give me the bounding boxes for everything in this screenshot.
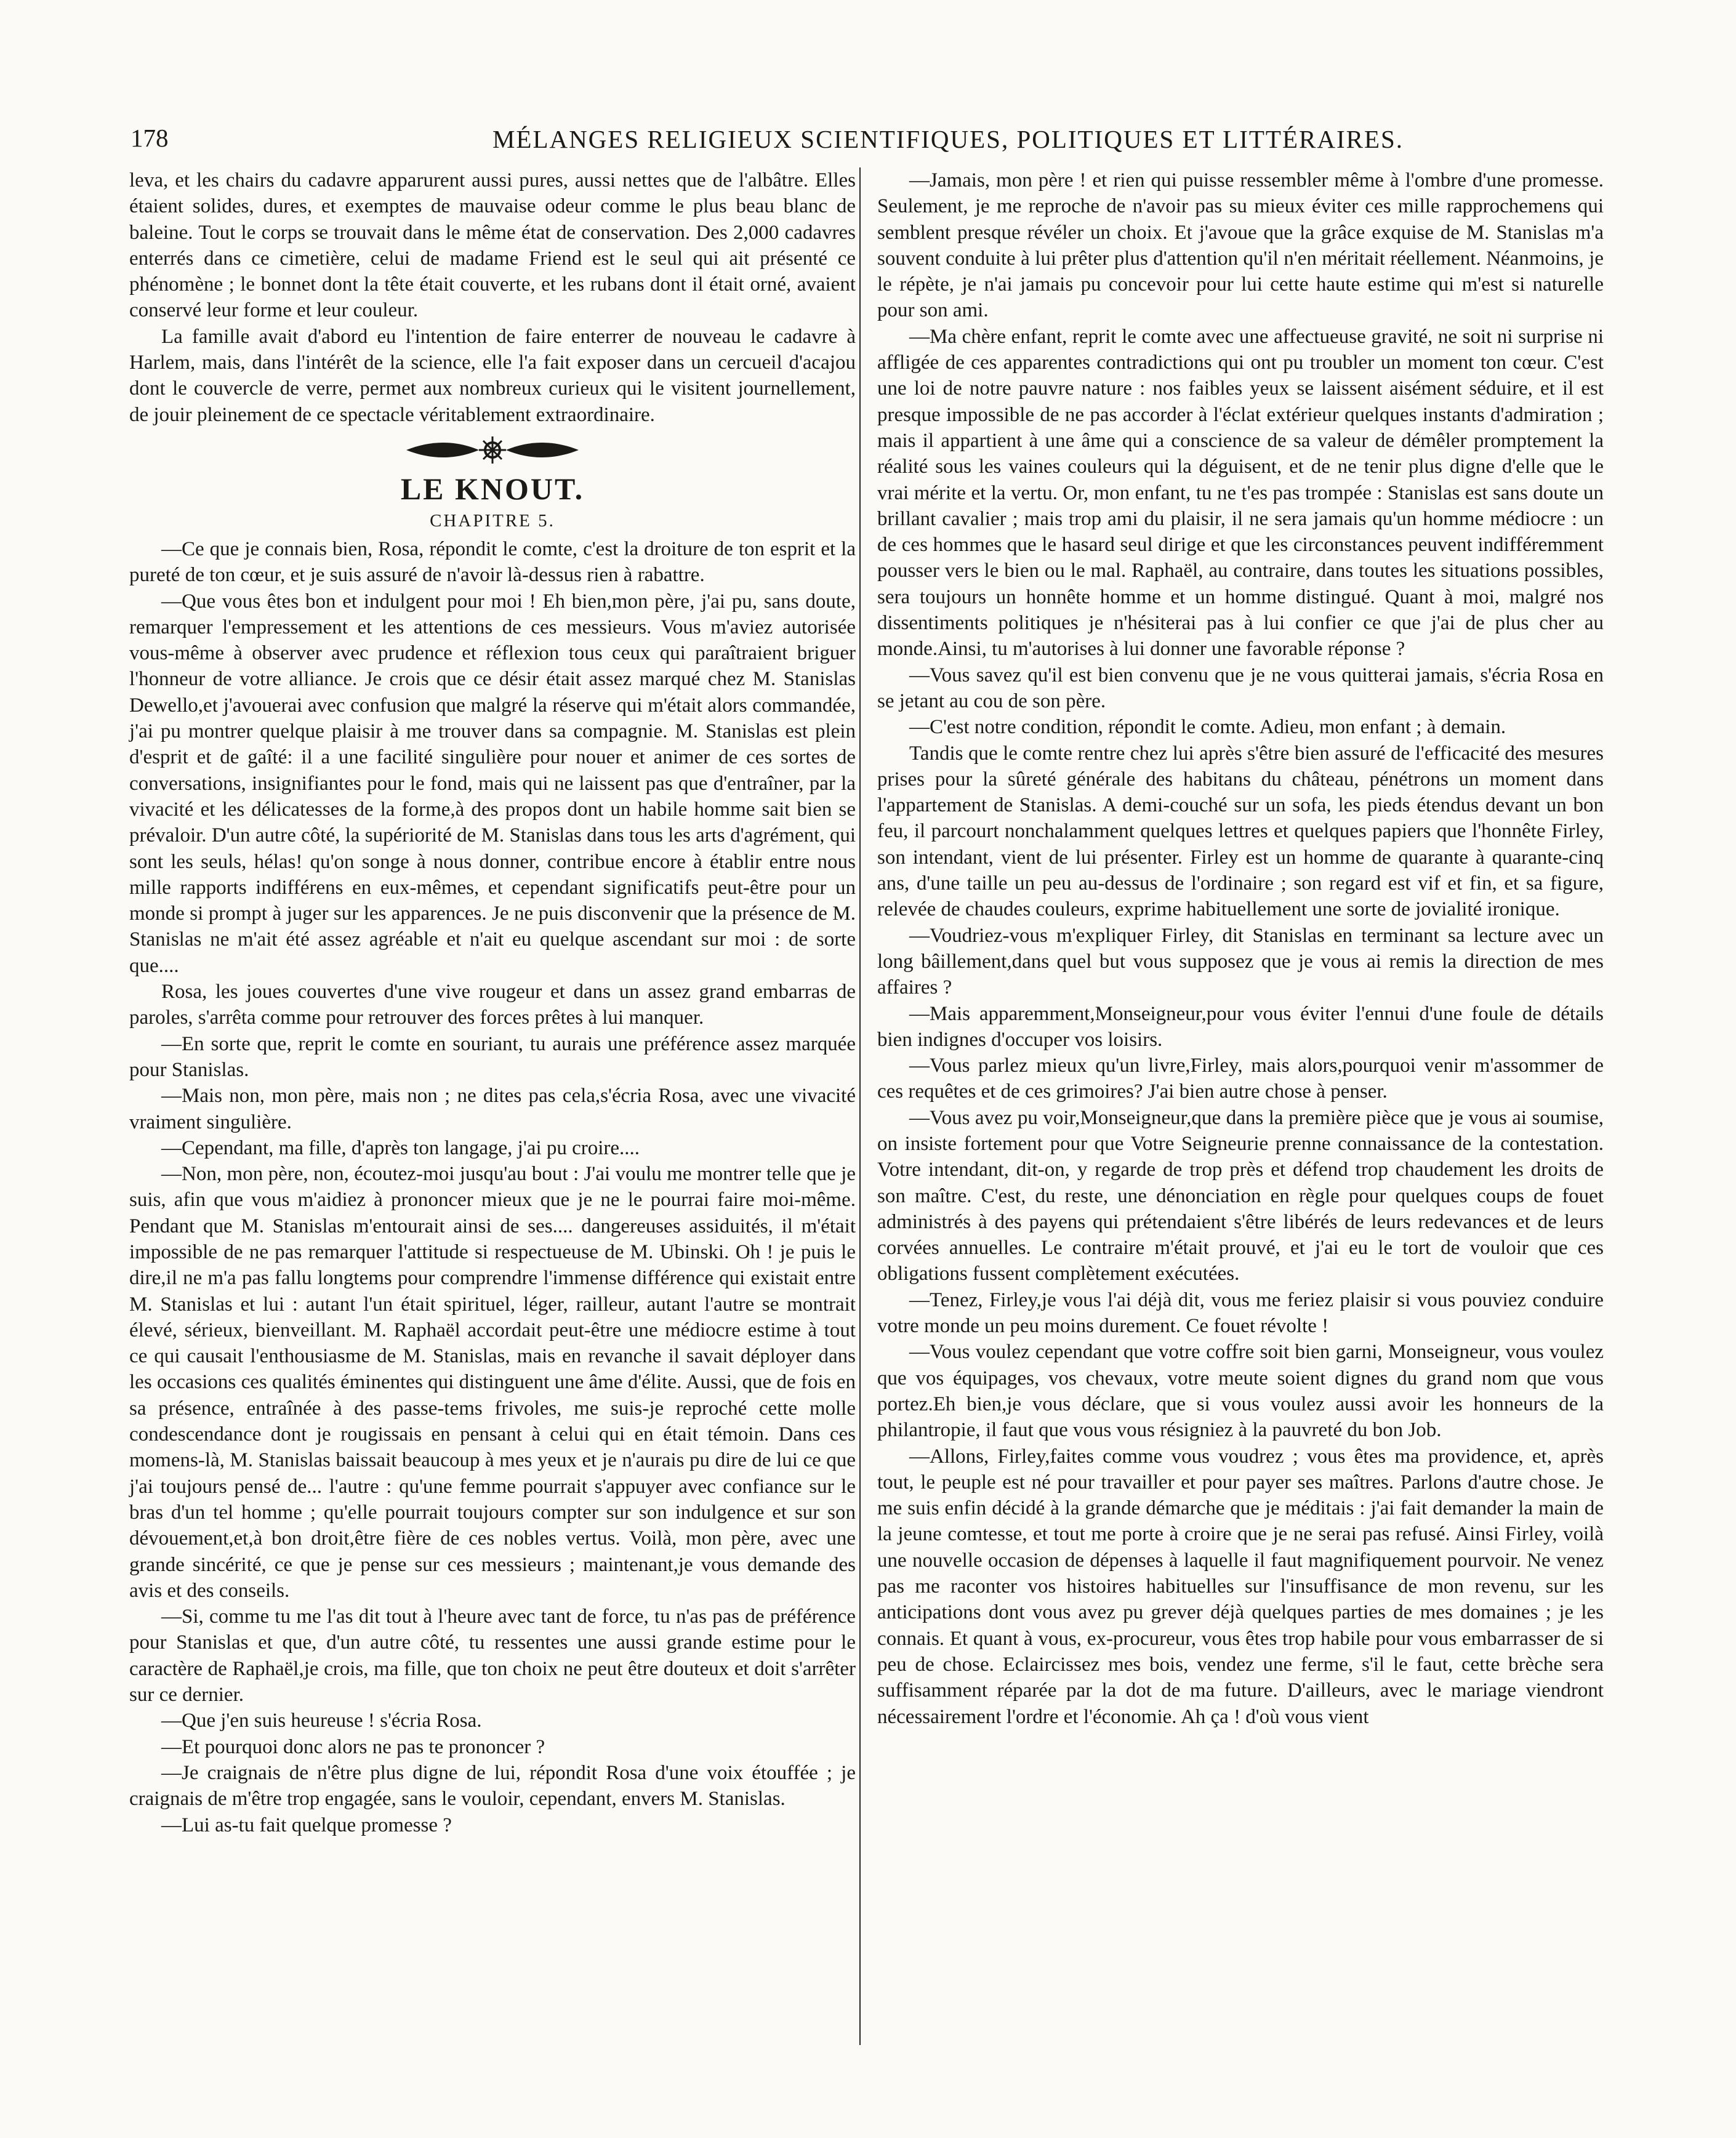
left-column [129, 167, 856, 1838]
paragraph: —Ma chère enfant, reprit le comte avec une affectueuse gravité, ne soit ni surprise ni affligée de ces apparentes contradictions qui ont pu troubler un moment ton cœur. C'est une loi de notre pauvre nature : nos faibles yeux se laissent aisément séduire, et il est presque impossible de ne pas accorder à l'éclat extérieur quelques instants d'admiration ; mais il appartient à une âme qui a conscience de sa valeur de démêler promptement la réalité sous les vaines couleurs qui la déguisent, et de ne tenir plus digne d'elle que le vrai mérite et la vertu. Or, mon enfant, tu ne t'es pas trompée : Stanislas est sans doute un brillant cavalier ; mais trop ami du plaisir, il ne sera jamais qu'un homme médiocre : un de ces hommes que le hasard seul dirige et que les circonstances peuvent indifféremment pousser vers le bien ou le mal. Raphaël, au contraire, dans toutes les situations possibles, sera toujours un honnête homme et un homme distingué. Quant à moi, malgré nos dissentiments politiques je n'hésiterai pas à lui confier ce que j'ai de plus cher au monde.Ainsi, tu m'autorises à lui donner une favorable réponse ? [877, 325, 1604, 661]
paragraph: —Allons, Firley,faites comme vous voudrez ; vous êtes ma providence, et, après tout, le peuple est né pour travailler et pour payer ses maîtres. Parlons d'autre chose. Je me suis enfin décidé à la grande démarche que je méditais : j'ai fait demander la main de la jeune comtesse, et tout me porte à croire que je ne serai pas refusé. Ainsi Firley, voilà une nouvelle occasion de dépenses à laquelle il faut magnifiquement pourvoir. Ne venez pas me raconter vos histoires habituelles sur l'insuffisance de mon revenu, sur les anticipations dont vous avez pu grever déjà quelques parties de mes domaines ; je les connais. Et quant à vous, ex-procureur, vous êtes trop habile pour vous embarrasser de si peu de chose. Eclaircissez mes bois, vendez une ferme, s'il le faut, cette brèche sera suffisamment réparée par la dot de ma future. D'ailleurs, avec le mariage viendront nécessairement l'ordre et l'économie. Ah ça ! d'où vous vient [877, 1445, 1604, 1728]
paragraph: —Vous parlez mieux qu'un livre,Firley, mais alors,pourquoi venir m'assommer de ces requêtes et de ces grimoires? J'ai bien autre chose à penser. [877, 1055, 1604, 1103]
right-column [877, 167, 1604, 1730]
paragraph: —Non, mon père, non, écoutez-moi jusqu'au bout : J'ai voulu me montrer telle que je suis, afin que vous m'aidiez à prononcer mieux que je ne le pourrai faire moi-même. Pendant que M. Stanislas m'entourait ainsi de ses.... dangereuses assiduités, il m'était impossible de ne pas remarquer l'attitude si respectueuse de M. Ubinski. Oh ! je puis le dire,il ne m'a pas fallu longtems pour comprendre l'immense différence qui existait entre M. Stanislas et lui : autant l'un était spirituel, léger, railleur, autant l'autre se montrait élevé, sérieux, bienveillant. M. Raphaël accordait peut-être une médiocre estime à tout ce qui causait l'enthousiasme de M. Stanislas, mais en revanche il savait déployer dans les occasions ces qualités éminentes qui distinguent une âme d'élite. Aussi, que de fois en sa présence, entraînée à des passe-tems frivoles, me suis-je reproché cette molle condescendance dont je rougissais en pensant à celui qui en était témoin. Dans ces momens-là, M. Stanislas baissait beaucoup à mes yeux et je n'aurais pu dire de lui ce que j'ai toujours pensé de... l'autre : qu'une femme pourrait s'appuyer avec confiance sur le bras d'un tel homme ; qu'elle pourrait toujours compter sur son indulgence et sur son dévouement,et,à bon droit,être fière de ces nobles vertus. Voilà, mon père, avec une grande sincérité, ce que je pense sur ces messieurs ; maintenant,je vous demande des avis et des conseils. [129, 1163, 856, 1602]
page-number: 178 [131, 124, 169, 152]
paragraph: —Mais non, mon père, mais non ; ne dites pas cela,s'écria Rosa, avec une vivacité vraiment singulière. [129, 1085, 856, 1133]
running-head [117, 118, 1631, 161]
story-title: LE KNOUT. [400, 471, 585, 506]
paragraph: —Cependant, ma fille, d'après ton langage, j'ai pu croire.... [161, 1136, 640, 1159]
paragraph: —Si, comme tu me l'as dit tout à l'heure avec tant de force, tu n'as pas de préférence pour Stanislas et que, d'un autre côté, tu ressentes une aussi grande estime pour le caractère de Raphaël,je crois, ma fille, que ton choix ne peut être douteux et doit s'arrêter sur ce dernier. [129, 1606, 856, 1706]
paragraph: —Je craignais de n'être plus digne de lui, répondit Rosa d'une voix étouffée ; je craignais de m'être trop engagée, sans le vouloir, cependant, envers M. Stanislas. [129, 1761, 856, 1810]
paragraph: —Et pourquoi donc alors ne pas te prononcer ? [161, 1735, 545, 1758]
paragraph: —Vous avez pu voir,Monseigneur,que dans la première pièce que je vous ai soumise, on insiste fortement pour que Votre Seigneurie prenne connaissance de la contestation. Votre intendant, dit-on, y regarde de trop près et défend trop chaudement les droits de son maître. C'est, du reste, une dénonciation en règle pour quelques coups de fouet administrés à des payens qui prétendaient s'être libérés de leurs redevances et de leurs corvées annuelles. Le contraire m'était prouvé, et j'ai eu le tort de vouloir que ces obligations fussent complètement exécutées. [877, 1106, 1604, 1285]
paragraph: —Voudriez-vous m'expliquer Firley, dit Stanislas en terminant sa lecture avec un long bâillement,dans quel but vous supposez que je vous ai remis la direction de mes affaires ? [877, 924, 1604, 999]
journal-title: MÉLANGES RELIGIEUX SCIENTIFIQUES, POLITIQUES ET LITTÉRAIRES. [492, 125, 1404, 153]
paragraph: —Ce que je connais bien, Rosa, répondit le comte, c'est la droiture de ton esprit et la pureté de ton cœur, et je suis assuré de n'avoir là-dessus rien à rabattre. [129, 537, 856, 587]
paragraph: —Vous savez qu'il est bien convenu que je ne vous quitterai jamais, s'écria Rosa en se jetant au cou de son père. [877, 664, 1604, 712]
chapter-heading: CHAPITRE 5. [430, 510, 555, 531]
paragraph: —C'est notre condition, répondit le comte. Adieu, mon enfant ; à demain. [909, 716, 1506, 739]
intro-paragraph: La famille avait d'abord eu l'intention de faire enterrer de nouveau le cadavre à Harlem, mais, dans l'intérêt de la science, elle l'a fait exposer dans un cercueil d'acajou dont le couvercle de verre, permet aux nombreux curieux qui le visitent journellement, de jouir pleinement de ce spectacle véritablement extraordinaire. [129, 325, 856, 426]
paragraph: —Que j'en suis heureuse ! s'écria Rosa. [161, 1710, 482, 1732]
paragraph: Tandis que le comte rentre chez lui après s'être bien assuré de l'efficacité des mesures prises pour la sûreté générale des habitans du château, pénétrons un moment dans l'appartement de Stanislas. A demi-couché sur un sofa, les pieds étendus devant un bon feu, il parcourt nonchalamment quelques lettres et quelques papiers que l'honnête Firley, son intendant, vient de lui présenter. Firley est un homme de quarante à quarante-cinq ans, d'une taille un peu au-dessus de l'ordinaire ; son regard est vif et fin, et sa figure, relevée de chaudes couleurs, exprime habituellement une sorte de jovialité ironique. [877, 742, 1604, 921]
paragraph: —Que vous êtes bon et indulgent pour moi ! Eh bien,mon père, j'ai pu, sans doute, remarquer l'empressement et les attentions de ces messieurs. Vous m'aviez autorisée vous-même à observer avec prudence et réflexion tous ceux qui paraîtraient briguer l'honneur de votre alliance. Je crois que ce désir était assez marqué chez M. Stanislas Dewello,et j'avouerai avec confusion que malgré la réserve qui m'était alors commandée, j'ai pu montrer quelque plaisir à me trouver dans sa compagnie. M. Stanislas est plein d'esprit et de gaîté: il a une facilité singulière pour nouer et animer de ces sortes de conversations, insignifiantes pour le fond, mais qui ne laissent pas que d'entraîner, par la vivacité et les délicatesses de la forme,à des propos dont un habile homme sait bien se prévaloir. D'un autre côté, la supériorité de M. Stanislas dans tous les arts d'agrément, qui sont les seuls, hélas! qu'on songe à nous donner, contribue encore à établir entre nous mille rapports indifférens en eux-mêmes, et cependant significatifs peut-être pour un monde si prompt à juger sur les apparences. Je ne puis disconvenir que la présence de M. Stanislas ne m'ait été assez agréable et n'ait eu quelque ascendant sur moi : de sorte que.... [129, 590, 856, 977]
paragraph: —Mais apparemment,Monseigneur,pour vous éviter l'ennui d'une foule de détails bien indignes d'occuper vos loisirs. [877, 1002, 1604, 1051]
paragraph: —Vous voulez cependant que votre coffre soit bien garni, Monseigneur, vous voulez que vos équipages, vos chevaux, votre meute soient dignes du grand nom que vous portez.Eh bien,je vous déclare, que si vous voulez aussi avoir les honneurs de la philantropie, il faut que vous vous résigniez à la pauvreté du bon Job. [877, 1341, 1604, 1442]
column-divider [859, 167, 861, 2045]
intro-paragraph: leva, et les chairs du cadavre apparurent aussi pures, aussi nettes que de l'albâtre. Elles étaient solides, dures, et exemptes de mauvaise odeur comme le plus beau blanc de baleine. Tout le corps se trouvait dans le même état de conservation. Des 2,000 cadavres enterrés dans ce cimetière, celui de madame Friend est le seul qui ait présenté ce phénomène ; le bonnet dont la tête était couverte, et les rubans dont il était orné, avaient conservé leur forme et leur couleur. [129, 169, 856, 322]
paragraph: Rosa, les joues couvertes d'une vive rougeur et dans un assez grand embarras de paroles, s'arrêta comme pour retrouver des forces prêtes à lui manquer. [129, 981, 856, 1029]
paragraph: —Tenez, Firley,je vous l'ai déjà dit, vous me feriez plaisir si vous pouviez conduire votre monde un peu moins durement. Ce fouet révolte ! [877, 1288, 1604, 1338]
section-ornament-icon [129, 432, 856, 468]
paragraph: —Lui as-tu fait quelque promesse ? [161, 1814, 452, 1836]
paragraph: —Jamais, mon père ! et rien qui puisse ressembler même à l'ombre d'une promesse. Seulement, je me reproche de n'avoir pas su mieux éviter ces mille rapprochemens qui semblent presque révéler un choix. Et j'avoue que la grâce exquise de M. Stanislas m'a souvent conduite à lui prêter plus d'attention qu'il n'en méritait réellement. Néanmoins, je le répète, je n'ai jamais pu concevoir pour lui cette haute estime qui m'est si naturelle pour son ami. [877, 169, 1604, 322]
paragraph: —En sorte que, reprit le comte en souriant, tu aurais une préférence assez marquée pour Stanislas. [129, 1032, 856, 1081]
